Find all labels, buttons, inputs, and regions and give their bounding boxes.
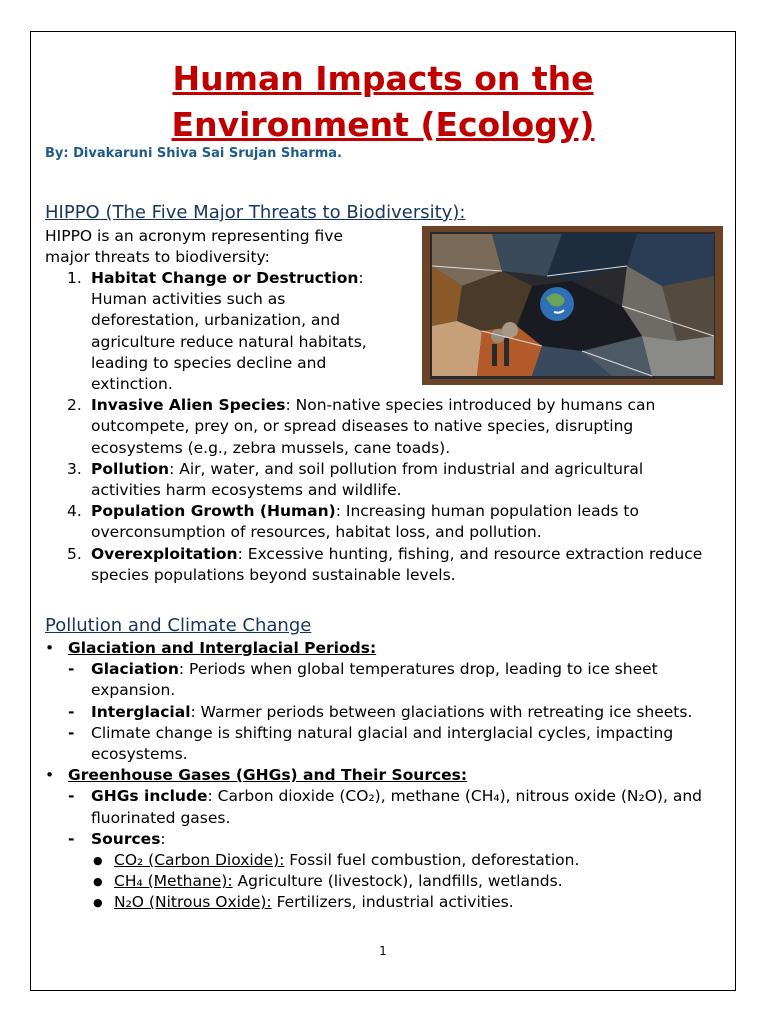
list-item: - Climate change is shifting natural glacial and interglacial cycles, impacting ecosystems. bbox=[68, 723, 674, 764]
dash-icon: - bbox=[68, 660, 75, 679]
threat-description: : Non-native species introduced by humans can outcompete, prey on, or spread diseases to native species, disrupting ecosystems (e.g., zebra mussels, cane toads). bbox=[91, 396, 656, 457]
list-item: - GHGs include: Carbon dioxide (CO₂), methane (CH₄), nitrous oxide (N₂O), and fluorinated gases. bbox=[68, 787, 702, 827]
list-item: 3. Pollution: Air, water, and soil pollution from industrial and agricultural activities harm ecosystems and wildlife. bbox=[67, 459, 644, 500]
threat-description: : Human activities such as deforestation, urbanization, and agriculture reduce natural habitats, leading to species decline and extinction. bbox=[91, 269, 367, 394]
list-item bbox=[45, 765, 715, 913]
threat-term: Habitat Change or Destruction bbox=[91, 269, 359, 287]
pollution-section-list bbox=[45, 638, 715, 914]
threat-term: Pollution bbox=[91, 459, 170, 478]
list-item: ● CO₂ (Carbon Dioxide): Fossil fuel combustion, deforestation. bbox=[91, 850, 715, 871]
list-item: - Glaciation: Periods when global temperatures drop, leading to ice sheet expansion. bbox=[68, 660, 658, 700]
subsection-heading: Glaciation and Interglacial Periods: bbox=[68, 639, 377, 657]
bullet-icon: ● bbox=[93, 896, 103, 910]
threat-term: Population Growth (Human) bbox=[91, 502, 336, 521]
page-number: 1 bbox=[379, 944, 387, 958]
list-item bbox=[45, 638, 715, 765]
list-item: 2. Invasive Alien Species: Non-native species introduced by humans can outcompete, prey on, or spread diseases to native species, disrupting ecosystems (e.g., zebra mussels, cane toads). bbox=[67, 396, 656, 457]
dash-icon: - bbox=[68, 829, 75, 848]
document-page bbox=[30, 31, 736, 991]
list-item: 5. Overexploitation: Excessive hunting, fishing, and resource extraction reduce species populations beyond sustainable levels. bbox=[67, 544, 703, 584]
threat-description: : Increasing human population leads to overconsumption of resources, habitat loss, and pollution. bbox=[91, 502, 639, 542]
bullet-icon: ● bbox=[93, 875, 103, 889]
hippo-threats-list bbox=[45, 268, 705, 586]
dash-icon: - bbox=[68, 787, 75, 806]
list-item: ● CH₄ (Methane): Agriculture (livestock), landfills, wetlands. bbox=[91, 871, 715, 892]
hippo-intro: HIPPO is an acronym representing five major threats to biodiversity: bbox=[45, 227, 344, 267]
list-item: ● N₂O (Nitrous Oxide): Fertilizers, industrial activities. bbox=[91, 892, 715, 913]
threat-term: Invasive Alien Species bbox=[91, 396, 286, 415]
list-item: - Sources: ● CO₂ (Carbon Dioxide): Fossil fuel combustion, deforestation. ● CH₄ (Methane): Agriculture (livestock), landfills, wetlands. ● N₂O (Nitrous Oxide): Fertilizers, industrial activities. bbox=[68, 829, 715, 914]
list-item: - Interglacial: Warmer periods between glaciations with retreating ice sheets. bbox=[68, 702, 715, 723]
dash-icon: - bbox=[68, 702, 75, 721]
subsection-heading: Greenhouse Gases (GHGs) and Their Sources: bbox=[68, 766, 468, 785]
author-byline: By: Divakaruni Shiva Sai Srujan Sharma. bbox=[45, 146, 342, 161]
bullet-icon: ● bbox=[93, 854, 103, 868]
pollution-heading: Pollution and Climate Change bbox=[45, 615, 312, 636]
list-item: 4. Population Growth (Human): Increasing human population leads to overconsumption of resources, habitat loss, and pollution. bbox=[67, 502, 639, 542]
bullet-icon: • bbox=[45, 639, 55, 657]
threat-description: : Air, water, and soil pollution from industrial and agricultural activities harm ecosystems and wildlife. bbox=[91, 459, 644, 500]
list-item: 1. Habitat Change or Destruction: Human activities such as deforestation, urbanization, and agriculture reduce natural habitats, leading to species decline and extinction. bbox=[67, 269, 367, 394]
dash-icon: - bbox=[68, 723, 75, 742]
title-line-1: Human Impacts on the bbox=[172, 59, 594, 98]
bullet-icon: • bbox=[45, 766, 55, 785]
document-title bbox=[31, 56, 735, 148]
hippo-heading: HIPPO (The Five Major Threats to Biodiversity): bbox=[45, 202, 466, 223]
title-line-2: Environment (Ecology) bbox=[171, 105, 595, 144]
threat-term: Overexploitation bbox=[91, 544, 238, 563]
threat-description: : Excessive hunting, fishing, and resource extraction reduce species populations beyond sustainable levels. bbox=[91, 544, 703, 584]
